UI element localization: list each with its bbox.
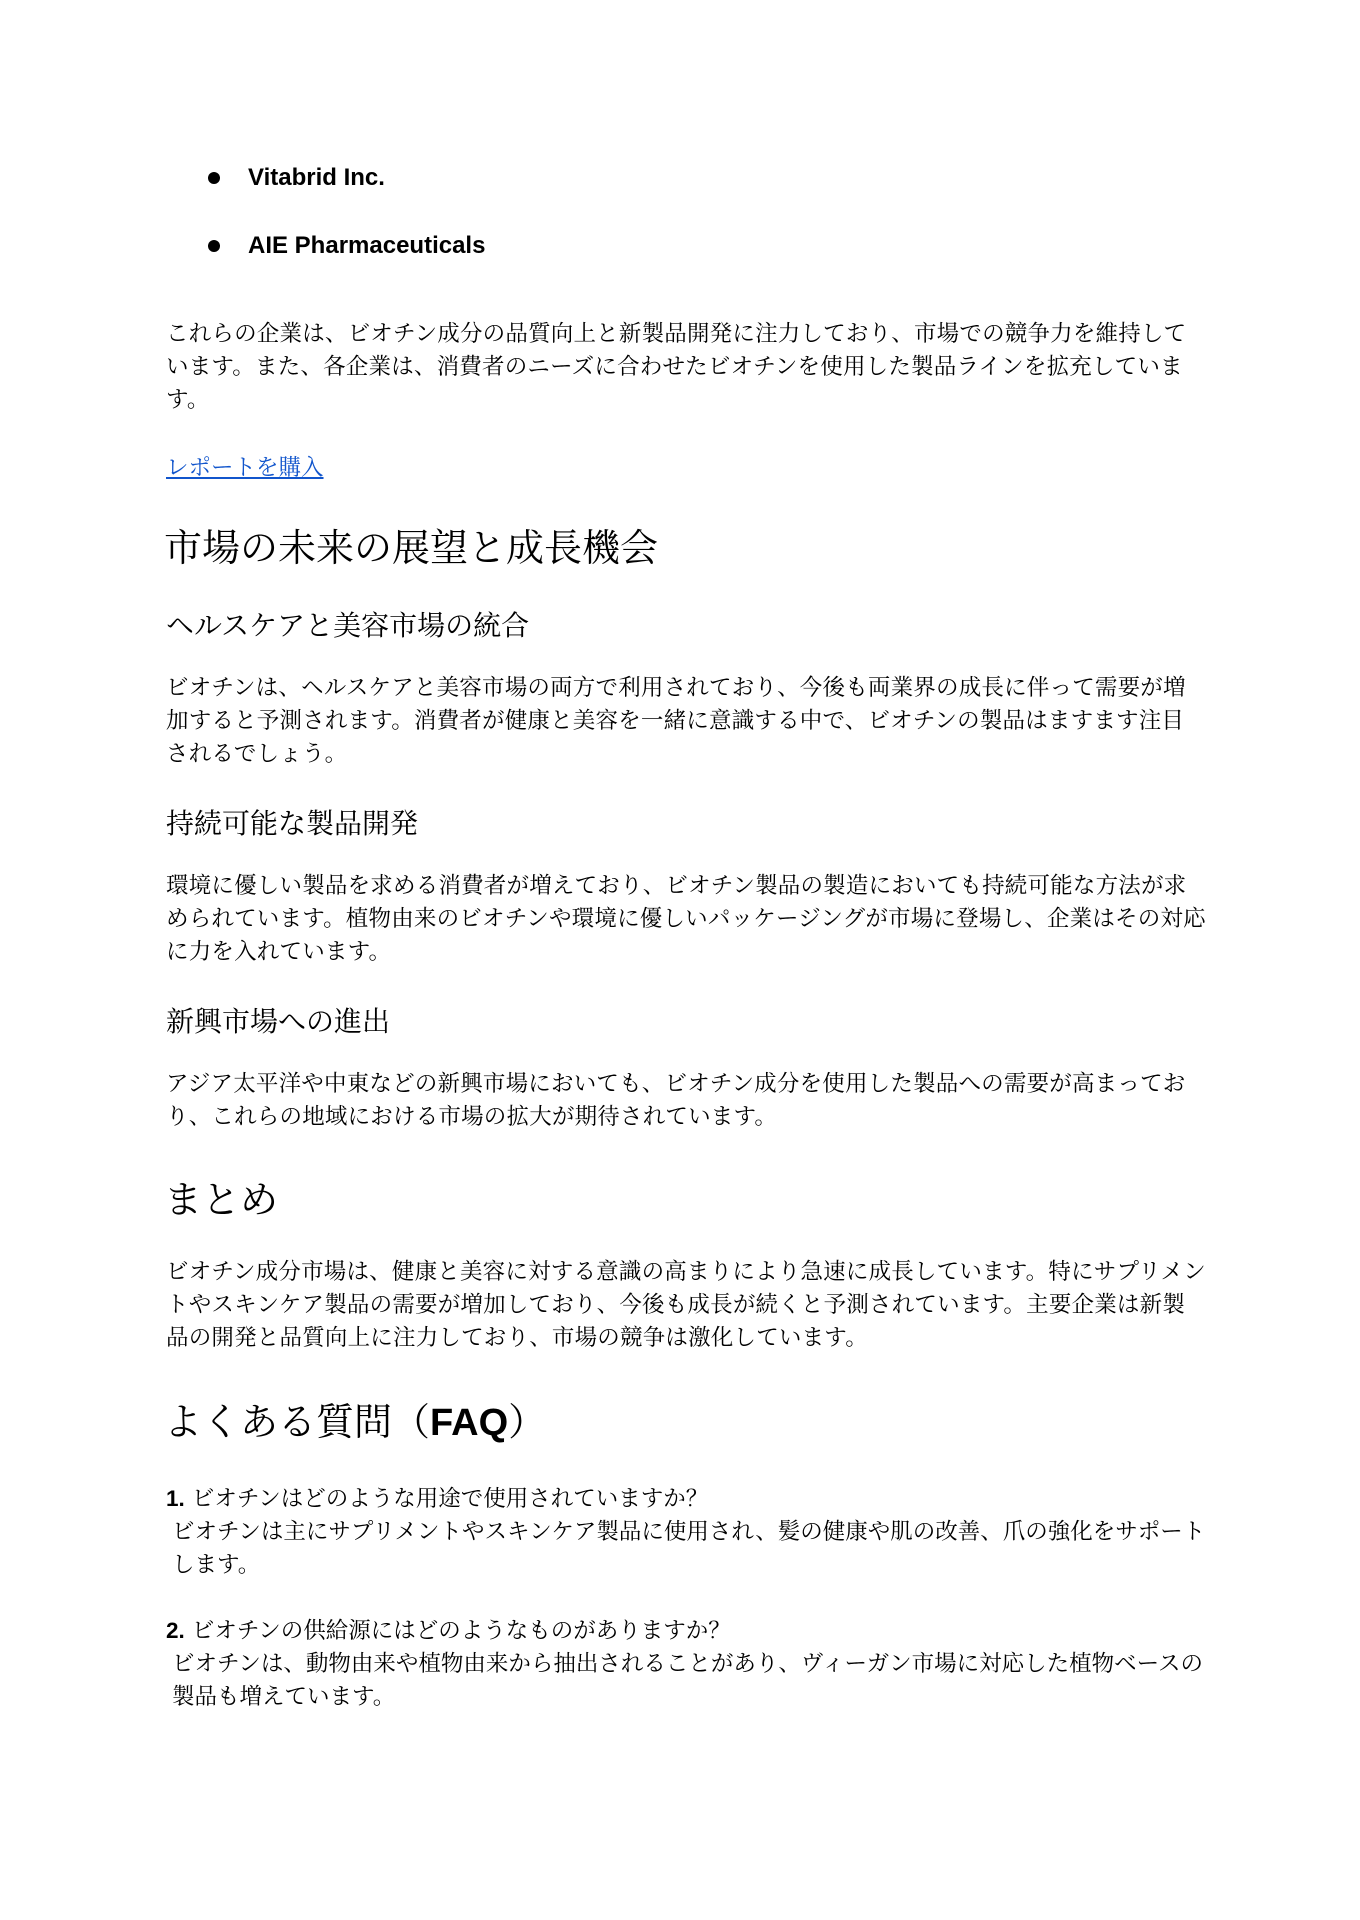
company-name: Vitabrid Inc.: [248, 164, 385, 191]
section-body: 環境に優しい製品を求める消費者が増えており、ビオチン製品の製造においても持続可能な方法が求められています。植物由来のビオチンや環境に優しいパッケージングが市場に登場し、企業はその対応に力を入れています。: [166, 873, 1206, 965]
faq-question-text: ビオチンはどのような用途で使用されていますか？: [191, 1486, 709, 1512]
faq-question: [166, 1614, 1206, 1648]
section-body: アジア太平洋や中東などの新興市場においても、ビオチン成分を使用した製品への需要が高まっており、これらの地域における市場の拡大が期待されています。: [166, 1071, 1186, 1130]
section-body: ビオチンは、ヘルスケアと美容市場の両方で利用されており、今後も両業界の成長に伴って需要が増加すると予測されます。消費者が健康と美容を一緒に意識する中で、ビオチンの製品はますます注目されるでしょう。: [166, 675, 1186, 767]
list-item: [208, 231, 485, 261]
bullet-icon: [208, 172, 220, 184]
buy-report-link[interactable]: レポートを購入: [166, 455, 324, 481]
faq-number: 2.: [166, 1618, 185, 1643]
faq-answer: ビオチンは、動物由来や植物由来から抽出されることがあり、ヴィーガン市場に対応した植物ベースの製品も増えています。: [172, 1651, 1203, 1710]
future-section-title: 市場の未来の展望と成長機会: [164, 526, 659, 570]
summary-title: まとめ: [164, 1178, 279, 1222]
bullet-icon: [208, 240, 220, 252]
faq-title-bold: FAQ: [430, 1402, 509, 1444]
faq-number: 1.: [166, 1486, 185, 1511]
company-name: AIE Pharmaceuticals: [248, 232, 486, 259]
section-heading: ヘルスケアと美容市場の統合: [166, 609, 530, 642]
intro-paragraph: これらの企業は、ビオチン成分の品質向上と新製品開発に注力しており、市場での競争力を維持しています。また、各企業は、消費者のニーズに合わせたビオチンを使用した製品ラインを拡充しています。: [166, 321, 1187, 413]
company-list: [208, 163, 485, 299]
faq-title-prefix: よくある質問（: [164, 1400, 431, 1444]
list-item: [208, 163, 485, 193]
faq-answer: ビオチンは主にサプリメントやスキンケア製品に使用され、髪の健康や肌の改善、爪の強化をサポートします。: [172, 1519, 1206, 1578]
faq-question: [166, 1482, 1206, 1516]
faq-item: [166, 1614, 1206, 1714]
faq-title: [164, 1398, 546, 1447]
faq-title-suffix: ）: [508, 1400, 547, 1444]
section-heading: 新興市場への進出: [166, 1005, 391, 1038]
summary-body: ビオチン成分市場は、健康と美容に対する意識の高まりにより急速に成長しています。特にサプリメントやスキンケア製品の需要が増加しており、今後も成長が続くと予測されています。主要企業は新製品の開発と品質向上に注力しており、市場の競争は激化しています。: [166, 1259, 1206, 1351]
faq-item: [166, 1482, 1206, 1582]
faq-question-text: ビオチンの供給源にはどのようなものがありますか？: [191, 1618, 731, 1644]
section-heading: 持続可能な製品開発: [166, 807, 419, 840]
